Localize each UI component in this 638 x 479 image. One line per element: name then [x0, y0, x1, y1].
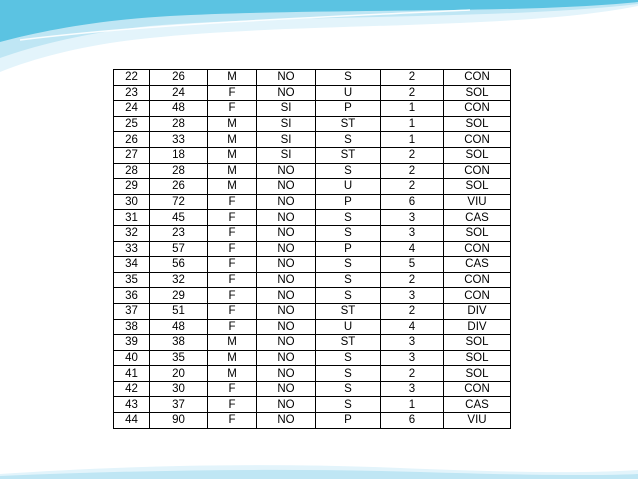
table-cell: NO [257, 335, 316, 351]
table-cell: P [316, 241, 381, 257]
table-cell: 72 [150, 194, 208, 210]
table-row [114, 210, 511, 226]
table-cell: SOL [444, 366, 511, 382]
table-cell: 45 [150, 210, 208, 226]
table-cell: 36 [114, 288, 150, 304]
table-cell: CON [444, 241, 511, 257]
table-row [114, 381, 511, 397]
table-cell: CON [444, 101, 511, 117]
table-cell: 4 [381, 241, 444, 257]
table-cell: F [208, 319, 257, 335]
table-row [114, 303, 511, 319]
table-cell: 5 [381, 257, 444, 273]
table-cell: 40 [114, 350, 150, 366]
table-cell: 4 [381, 319, 444, 335]
table-cell: NO [257, 303, 316, 319]
table-row [114, 288, 511, 304]
table-cell: M [208, 335, 257, 351]
table-cell: VIU [444, 194, 511, 210]
slide-header-decoration [0, 0, 638, 75]
table-row [114, 85, 511, 101]
table-cell: NO [257, 70, 316, 86]
table-cell: 48 [150, 101, 208, 117]
table-cell: S [316, 132, 381, 148]
table-cell: 2 [381, 303, 444, 319]
table-cell: ST [316, 147, 381, 163]
table-row [114, 319, 511, 335]
table-row [114, 179, 511, 195]
table-row [114, 366, 511, 382]
table-cell: NO [257, 210, 316, 226]
table-cell: CAS [444, 257, 511, 273]
table-cell: CON [444, 288, 511, 304]
table-cell: S [316, 366, 381, 382]
table-cell: DIV [444, 319, 511, 335]
table-cell: F [208, 257, 257, 273]
table-cell: 38 [114, 319, 150, 335]
table-row [114, 132, 511, 148]
table-cell: P [316, 413, 381, 429]
table-cell: CAS [444, 210, 511, 226]
table-row [114, 413, 511, 429]
table-cell: NO [257, 413, 316, 429]
table-cell: U [316, 179, 381, 195]
table-cell: DIV [444, 303, 511, 319]
table-cell: 90 [150, 413, 208, 429]
table-cell: 1 [381, 132, 444, 148]
table-cell: 2 [381, 85, 444, 101]
table-cell: 28 [150, 163, 208, 179]
slide-footer-decoration [0, 462, 638, 479]
table-cell: 26 [114, 132, 150, 148]
table-cell: S [316, 70, 381, 86]
table-cell: 33 [114, 241, 150, 257]
table-cell: NO [257, 397, 316, 413]
table-row [114, 241, 511, 257]
table-cell: 20 [150, 366, 208, 382]
table-cell: 3 [381, 335, 444, 351]
table-cell: 38 [150, 335, 208, 351]
table-cell: 3 [381, 381, 444, 397]
table-cell: 41 [114, 366, 150, 382]
table-cell: S [316, 225, 381, 241]
table-cell: F [208, 272, 257, 288]
table-cell: M [208, 179, 257, 195]
table-cell: SOL [444, 225, 511, 241]
table-cell: 28 [150, 116, 208, 132]
table-row [114, 147, 511, 163]
table-cell: NO [257, 319, 316, 335]
table-cell: SOL [444, 350, 511, 366]
table-cell: 2 [381, 272, 444, 288]
table-cell: F [208, 241, 257, 257]
table-cell: 33 [150, 132, 208, 148]
table-cell: 26 [150, 179, 208, 195]
table-cell: CON [444, 163, 511, 179]
table-cell: 1 [381, 397, 444, 413]
table-cell: 2 [381, 366, 444, 382]
table-cell: U [316, 319, 381, 335]
table-cell: 3 [381, 288, 444, 304]
table-cell: F [208, 194, 257, 210]
table-cell: CON [444, 381, 511, 397]
table-cell: M [208, 147, 257, 163]
table-cell: 3 [381, 210, 444, 226]
table-cell: NO [257, 85, 316, 101]
table-cell: SOL [444, 85, 511, 101]
table-cell: F [208, 381, 257, 397]
table-cell: 2 [381, 163, 444, 179]
table-cell: SOL [444, 335, 511, 351]
table-cell: 6 [381, 413, 444, 429]
table-cell: SOL [444, 116, 511, 132]
table-cell: NO [257, 194, 316, 210]
table-cell: S [316, 350, 381, 366]
table-cell: P [316, 194, 381, 210]
table-cell: SOL [444, 179, 511, 195]
table-cell: NO [257, 272, 316, 288]
table-row [114, 101, 511, 117]
table-cell: F [208, 303, 257, 319]
table-row [114, 163, 511, 179]
table-cell: 27 [114, 147, 150, 163]
table-cell: 26 [150, 70, 208, 86]
table-cell: 37 [114, 303, 150, 319]
table-cell: 48 [150, 319, 208, 335]
table-cell: 25 [114, 116, 150, 132]
table-cell: F [208, 225, 257, 241]
table-cell: 39 [114, 335, 150, 351]
table-cell: 24 [114, 101, 150, 117]
table-cell: P [316, 101, 381, 117]
table-cell: SI [257, 101, 316, 117]
table-cell: 3 [381, 350, 444, 366]
table-cell: 2 [381, 147, 444, 163]
table-cell: 34 [114, 257, 150, 273]
table-cell: NO [257, 366, 316, 382]
table-row [114, 350, 511, 366]
table-cell: 44 [114, 413, 150, 429]
table-cell: ST [316, 335, 381, 351]
table-cell: NO [257, 163, 316, 179]
table-cell: NO [257, 350, 316, 366]
table-cell: M [208, 350, 257, 366]
table-cell: SI [257, 116, 316, 132]
table-cell: 30 [114, 194, 150, 210]
table-cell: 18 [150, 147, 208, 163]
table-cell: F [208, 101, 257, 117]
table-row [114, 397, 511, 413]
table-cell: 22 [114, 70, 150, 86]
table-cell: M [208, 116, 257, 132]
table-cell: NO [257, 179, 316, 195]
table-cell: M [208, 366, 257, 382]
table-cell: CON [444, 132, 511, 148]
table-cell: M [208, 163, 257, 179]
table-cell: F [208, 288, 257, 304]
table-cell: M [208, 132, 257, 148]
table-row [114, 272, 511, 288]
table-cell: ST [316, 116, 381, 132]
table-cell: CAS [444, 397, 511, 413]
table-cell: CON [444, 272, 511, 288]
table-cell: F [208, 210, 257, 226]
table-cell: 1 [381, 116, 444, 132]
table-cell: 30 [150, 381, 208, 397]
table-cell: 35 [150, 350, 208, 366]
table-cell: NO [257, 381, 316, 397]
table-cell: 23 [150, 225, 208, 241]
table-cell: S [316, 257, 381, 273]
table-cell: S [316, 381, 381, 397]
table-cell: 2 [381, 70, 444, 86]
table-row [114, 225, 511, 241]
table-cell: 28 [114, 163, 150, 179]
table-cell: 32 [114, 225, 150, 241]
table-cell: 42 [114, 381, 150, 397]
table-cell: 3 [381, 225, 444, 241]
table-row [114, 194, 511, 210]
table-cell: 43 [114, 397, 150, 413]
table-cell: M [208, 70, 257, 86]
table-cell: U [316, 85, 381, 101]
table-cell: SI [257, 132, 316, 148]
table-cell: CON [444, 70, 511, 86]
table-cell: 35 [114, 272, 150, 288]
table-cell: ST [316, 303, 381, 319]
table-cell: NO [257, 225, 316, 241]
table-cell: 31 [114, 210, 150, 226]
table-cell: 56 [150, 257, 208, 273]
table-cell: SOL [444, 147, 511, 163]
table-cell: NO [257, 241, 316, 257]
table-cell: 23 [114, 85, 150, 101]
table-cell: 24 [150, 85, 208, 101]
table-cell: S [316, 272, 381, 288]
table-cell: VIU [444, 413, 511, 429]
table-cell: NO [257, 288, 316, 304]
table-body [114, 70, 511, 429]
table-cell: S [316, 163, 381, 179]
table-row [114, 70, 511, 86]
table-cell: NO [257, 257, 316, 273]
data-table [113, 69, 511, 429]
table-cell: S [316, 210, 381, 226]
table-cell: 57 [150, 241, 208, 257]
table-cell: S [316, 397, 381, 413]
table-cell: 32 [150, 272, 208, 288]
table-row [114, 257, 511, 273]
table-row [114, 335, 511, 351]
table-row [114, 116, 511, 132]
table-cell: 51 [150, 303, 208, 319]
table-cell: F [208, 85, 257, 101]
table-cell: 29 [114, 179, 150, 195]
table-cell: F [208, 397, 257, 413]
table-cell: 37 [150, 397, 208, 413]
table-cell: S [316, 288, 381, 304]
table-cell: 1 [381, 101, 444, 117]
table-cell: F [208, 413, 257, 429]
table-cell: 6 [381, 194, 444, 210]
table-cell: 29 [150, 288, 208, 304]
table-cell: 2 [381, 179, 444, 195]
table-cell: SI [257, 147, 316, 163]
